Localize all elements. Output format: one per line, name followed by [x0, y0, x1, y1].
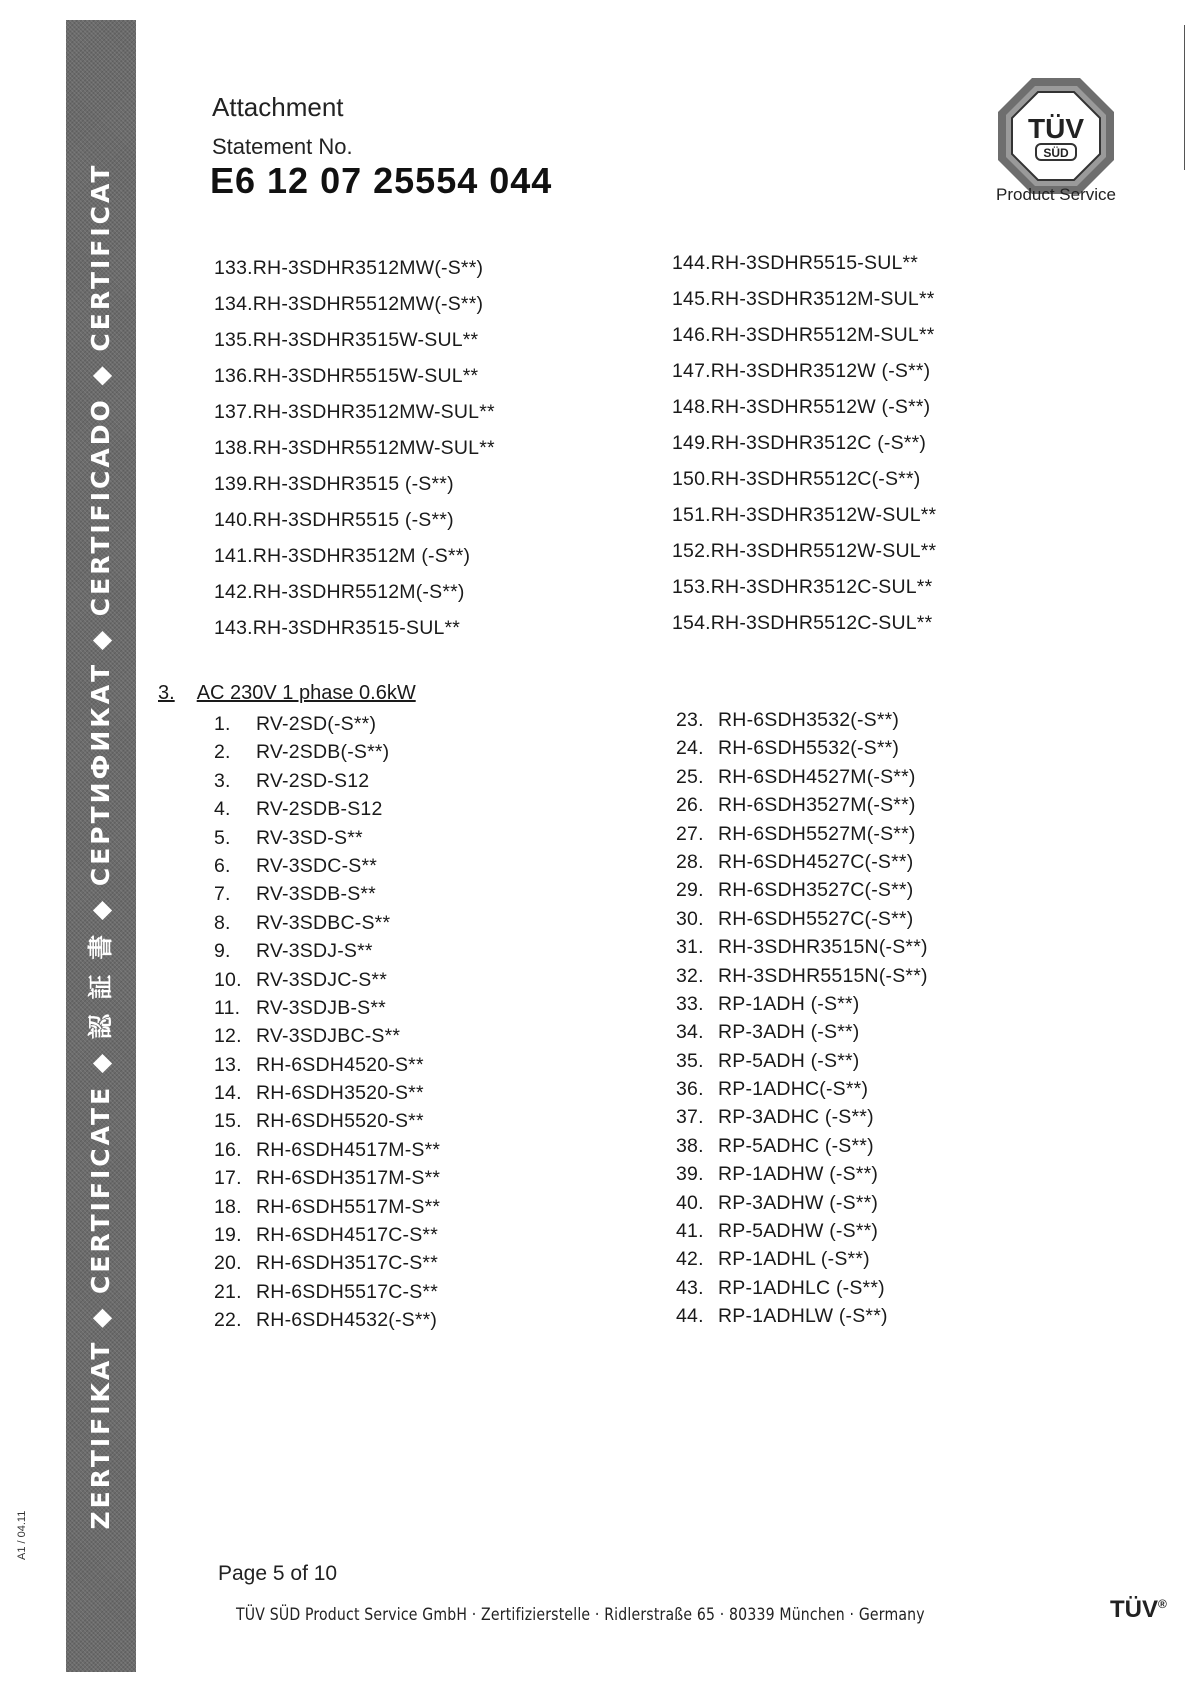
item-number: 30.	[676, 907, 704, 930]
model-name: RP-1ADH (-S**)	[718, 992, 860, 1015]
item-number: 38.	[676, 1134, 704, 1157]
list-item	[214, 1136, 440, 1164]
list-item	[676, 1047, 928, 1075]
item-number: 7.	[214, 883, 231, 906]
section-heading	[158, 682, 416, 705]
list-item	[676, 1302, 928, 1330]
item-number: 17.	[214, 1167, 242, 1190]
list-item: 151.RH-3SDHR3512W-SUL**	[672, 504, 937, 526]
item-number: 39.	[676, 1163, 704, 1186]
model-name: RV-3SDJB-S**	[256, 996, 386, 1019]
model-name: RH-6SDH5527C(-S**)	[718, 907, 914, 930]
list-item	[214, 1221, 440, 1249]
list-item	[214, 795, 440, 823]
model-list-section-left	[214, 710, 440, 1335]
item-number: 33.	[676, 992, 704, 1015]
model-name: RH-6SDH3517C-S**	[256, 1252, 439, 1275]
logo-caption: Product Service	[996, 185, 1116, 204]
list-item	[676, 1160, 928, 1188]
list-item	[676, 1245, 928, 1273]
model-name: RH-6SDH4517M-S**	[256, 1138, 441, 1161]
list-item: 146.RH-3SDHR5512M-SUL**	[672, 324, 935, 346]
item-number: 31.	[676, 936, 704, 959]
item-number: 14.	[214, 1082, 242, 1105]
item-number: 22.	[214, 1309, 242, 1332]
model-name: RV-3SDBC-S**	[256, 911, 391, 934]
model-list-section-right	[676, 706, 928, 1331]
item-number: 15.	[214, 1110, 242, 1133]
list-item	[676, 734, 928, 762]
logo-text: TÜV	[1028, 113, 1084, 144]
section-title: AC 230V 1 phase 0.6kW	[196, 682, 416, 704]
list-item	[676, 876, 928, 904]
item-number: 40.	[676, 1191, 704, 1214]
list-item	[214, 1079, 440, 1107]
item-number: 11.	[214, 996, 241, 1019]
model-name: RV-2SDB-S12	[256, 798, 383, 821]
list-item	[676, 962, 928, 990]
list-item	[214, 767, 440, 795]
list-item: 139.RH-3SDHR3515 (-S**)	[214, 473, 454, 495]
list-item	[676, 1103, 928, 1131]
list-item: 147.RH-3SDHR3512W (-S**)	[672, 360, 931, 382]
item-number: 21.	[214, 1280, 242, 1303]
item-number: 24.	[676, 737, 704, 760]
list-item	[214, 852, 440, 880]
model-name: RP-5ADHC (-S**)	[718, 1134, 874, 1157]
list-item	[676, 763, 928, 791]
list-item: 137.RH-3SDHR3512MW-SUL**	[214, 401, 495, 423]
section-number: 3.	[158, 682, 175, 704]
model-name: RP-1ADHL (-S**)	[718, 1248, 870, 1271]
list-item: 143.RH-3SDHR3515-SUL**	[214, 617, 461, 639]
list-item: 140.RH-3SDHR5515 (-S**)	[214, 509, 454, 531]
item-number: 32.	[676, 964, 704, 987]
list-item: 133.RH-3SDHR3512MW(-S**)	[214, 257, 484, 279]
list-item: 135.RH-3SDHR3515W-SUL**	[214, 329, 479, 351]
list-item	[214, 710, 440, 738]
list-item	[676, 1132, 928, 1160]
model-name: RH-3SDHR5515N(-S**)	[718, 964, 928, 987]
item-number: 16.	[214, 1138, 242, 1161]
model-name: RH-6SDH5517C-S**	[256, 1280, 439, 1303]
model-name: RH-6SDH4517C-S**	[256, 1224, 439, 1247]
list-item	[214, 1022, 440, 1050]
list-item	[214, 1107, 440, 1135]
list-item: 141.RH-3SDHR3512M (-S**)	[214, 545, 471, 567]
list-item	[676, 706, 928, 734]
model-name: RH-6SDH4527C(-S**)	[718, 850, 914, 873]
item-number: 37.	[676, 1106, 704, 1129]
model-name: RH-6SDH3517M-S**	[256, 1167, 441, 1190]
list-item: 149.RH-3SDHR3512C (-S**)	[672, 432, 927, 454]
model-name: RH-6SDH3520-S**	[256, 1082, 424, 1105]
model-name: RP-1ADHW (-S**)	[718, 1163, 879, 1186]
item-number: 41.	[676, 1220, 704, 1243]
list-item	[214, 937, 440, 965]
list-item: 148.RH-3SDHR5512W (-S**)	[672, 396, 931, 418]
list-item: 145.RH-3SDHR3512M-SUL**	[672, 288, 935, 310]
statement-label: Statement No.	[212, 134, 353, 159]
model-name: RH-6SDH3527M(-S**)	[718, 794, 916, 817]
list-item	[214, 824, 440, 852]
list-item	[214, 909, 440, 937]
item-number: 8.	[214, 911, 231, 934]
model-list-top-right	[672, 245, 936, 641]
list-item	[676, 905, 928, 933]
list-item	[676, 933, 928, 961]
model-name: RV-2SD-S12	[256, 769, 370, 792]
item-number: 5.	[214, 826, 231, 849]
list-item: 136.RH-3SDHR5515W-SUL**	[214, 365, 479, 387]
model-list-top-left	[214, 250, 495, 646]
list-item	[214, 1051, 440, 1079]
list-item	[676, 791, 928, 819]
list-item	[214, 1193, 440, 1221]
list-item: 144.RH-3SDHR5515-SUL**	[672, 252, 919, 274]
item-number: 3.	[214, 769, 231, 792]
item-number: 6.	[214, 854, 231, 877]
certificate-band-text: ZERTIFIKAT ◆ CERTIFICATE ◆ 認 証 書 ◆ СЕРТИФИКАТ ◆ CERTIFICADO ◆ CERTIFICAT	[86, 162, 115, 1530]
list-item	[214, 1249, 440, 1277]
item-number: 2.	[214, 741, 231, 764]
item-number: 4.	[214, 798, 231, 821]
statement-number: E6 12 07 25554 044	[210, 160, 553, 201]
list-item: 152.RH-3SDHR5512W-SUL**	[672, 540, 937, 562]
model-name: RV-3SDJC-S**	[256, 968, 387, 991]
list-item	[214, 1164, 440, 1192]
model-name: RP-3ADHC (-S**)	[718, 1106, 874, 1129]
item-number: 34.	[676, 1021, 704, 1044]
list-item	[214, 994, 440, 1022]
tuv-logo-icon	[996, 76, 1116, 196]
item-number: 44.	[676, 1305, 704, 1328]
item-number: 19.	[214, 1224, 242, 1247]
form-code: A1 / 04.11	[16, 1510, 28, 1560]
item-number: 42.	[676, 1248, 704, 1271]
page-number: Page 5 of 10	[218, 1562, 338, 1585]
list-item	[676, 1189, 928, 1217]
list-item: 138.RH-3SDHR5512MW-SUL**	[214, 437, 495, 459]
model-name: RV-3SD-S**	[256, 826, 363, 849]
footer-mark-text: TÜV	[1110, 1596, 1158, 1623]
model-name: RH-6SDH4532(-S**)	[256, 1309, 438, 1332]
list-item	[214, 738, 440, 766]
model-name: RH-6SDH5532(-S**)	[718, 737, 900, 760]
model-name: RH-3SDHR3515N(-S**)	[718, 936, 928, 959]
item-number: 9.	[214, 940, 231, 963]
list-item	[676, 1018, 928, 1046]
model-name: RH-6SDH3532(-S**)	[718, 709, 900, 731]
list-item: 153.RH-3SDHR3512C-SUL**	[672, 576, 933, 598]
list-item	[676, 1217, 928, 1245]
model-name: RV-3SDB-S**	[256, 883, 376, 906]
item-number: 23.	[676, 709, 704, 731]
model-name: RH-6SDH3527C(-S**)	[718, 879, 914, 902]
model-name: RH-6SDH5520-S**	[256, 1110, 424, 1133]
item-number: 12.	[214, 1025, 242, 1048]
list-item	[214, 880, 440, 908]
model-name: RV-3SDC-S**	[256, 854, 378, 877]
model-name: RP-3ADH (-S**)	[718, 1021, 860, 1044]
list-item	[676, 848, 928, 876]
list-item	[676, 990, 928, 1018]
item-number: 28.	[676, 850, 704, 873]
item-number: 1.	[214, 713, 231, 735]
item-number: 13.	[214, 1053, 242, 1076]
list-item	[676, 1274, 928, 1302]
model-name: RV-2SD(-S**)	[256, 713, 377, 735]
model-name: RH-6SDH5527M(-S**)	[718, 822, 916, 845]
model-name: RH-6SDH4520-S**	[256, 1053, 424, 1076]
list-item: 154.RH-3SDHR5512C-SUL**	[672, 612, 933, 634]
item-number: 29.	[676, 879, 704, 902]
model-name: RV-3SDJ-S**	[256, 940, 373, 963]
list-item	[214, 966, 440, 994]
model-name: RP-5ADHW (-S**)	[718, 1220, 879, 1243]
model-name: RV-2SDB(-S**)	[256, 741, 390, 764]
model-name: RP-1ADHLW (-S**)	[718, 1305, 888, 1328]
item-number: 43.	[676, 1276, 704, 1299]
item-number: 27.	[676, 822, 704, 845]
item-number: 26.	[676, 794, 704, 817]
list-item	[676, 1075, 928, 1103]
item-number: 25.	[676, 765, 704, 788]
list-item	[676, 820, 928, 848]
model-name: RH-6SDH4527M(-S**)	[718, 765, 916, 788]
model-name: RP-1ADHLC (-S**)	[718, 1276, 885, 1299]
registered-mark: ®	[1158, 1597, 1167, 1611]
list-item: 150.RH-3SDHR5512C(-S**)	[672, 468, 921, 490]
item-number: 36.	[676, 1078, 704, 1101]
item-number: 18.	[214, 1195, 242, 1218]
list-item	[214, 1306, 440, 1334]
item-number: 35.	[676, 1049, 704, 1072]
page-edge-line	[1184, 25, 1185, 170]
page-title: Attachment	[212, 92, 344, 122]
model-name: RP-3ADHW (-S**)	[718, 1191, 879, 1214]
list-item: 134.RH-3SDHR5512MW(-S**)	[214, 293, 484, 315]
logo-subtext: SÜD	[1043, 146, 1069, 160]
footer-tuv-mark	[1110, 1596, 1167, 1624]
footer-address: TÜV SÜD Product Service GmbH · Zertifizierstelle · Ridlerstraße 65 · 80339 München · Germany	[236, 1605, 925, 1625]
list-item	[214, 1278, 440, 1306]
model-name: RP-1ADHC(-S**)	[718, 1078, 869, 1101]
list-item: 142.RH-3SDHR5512M(-S**)	[214, 581, 465, 603]
item-number: 10.	[214, 968, 242, 991]
model-name: RV-3SDJBC-S**	[256, 1025, 401, 1048]
model-name: RH-6SDH5517M-S**	[256, 1195, 441, 1218]
item-number: 20.	[214, 1252, 242, 1275]
model-name: RP-5ADH (-S**)	[718, 1049, 860, 1072]
certificate-band	[66, 20, 136, 1672]
